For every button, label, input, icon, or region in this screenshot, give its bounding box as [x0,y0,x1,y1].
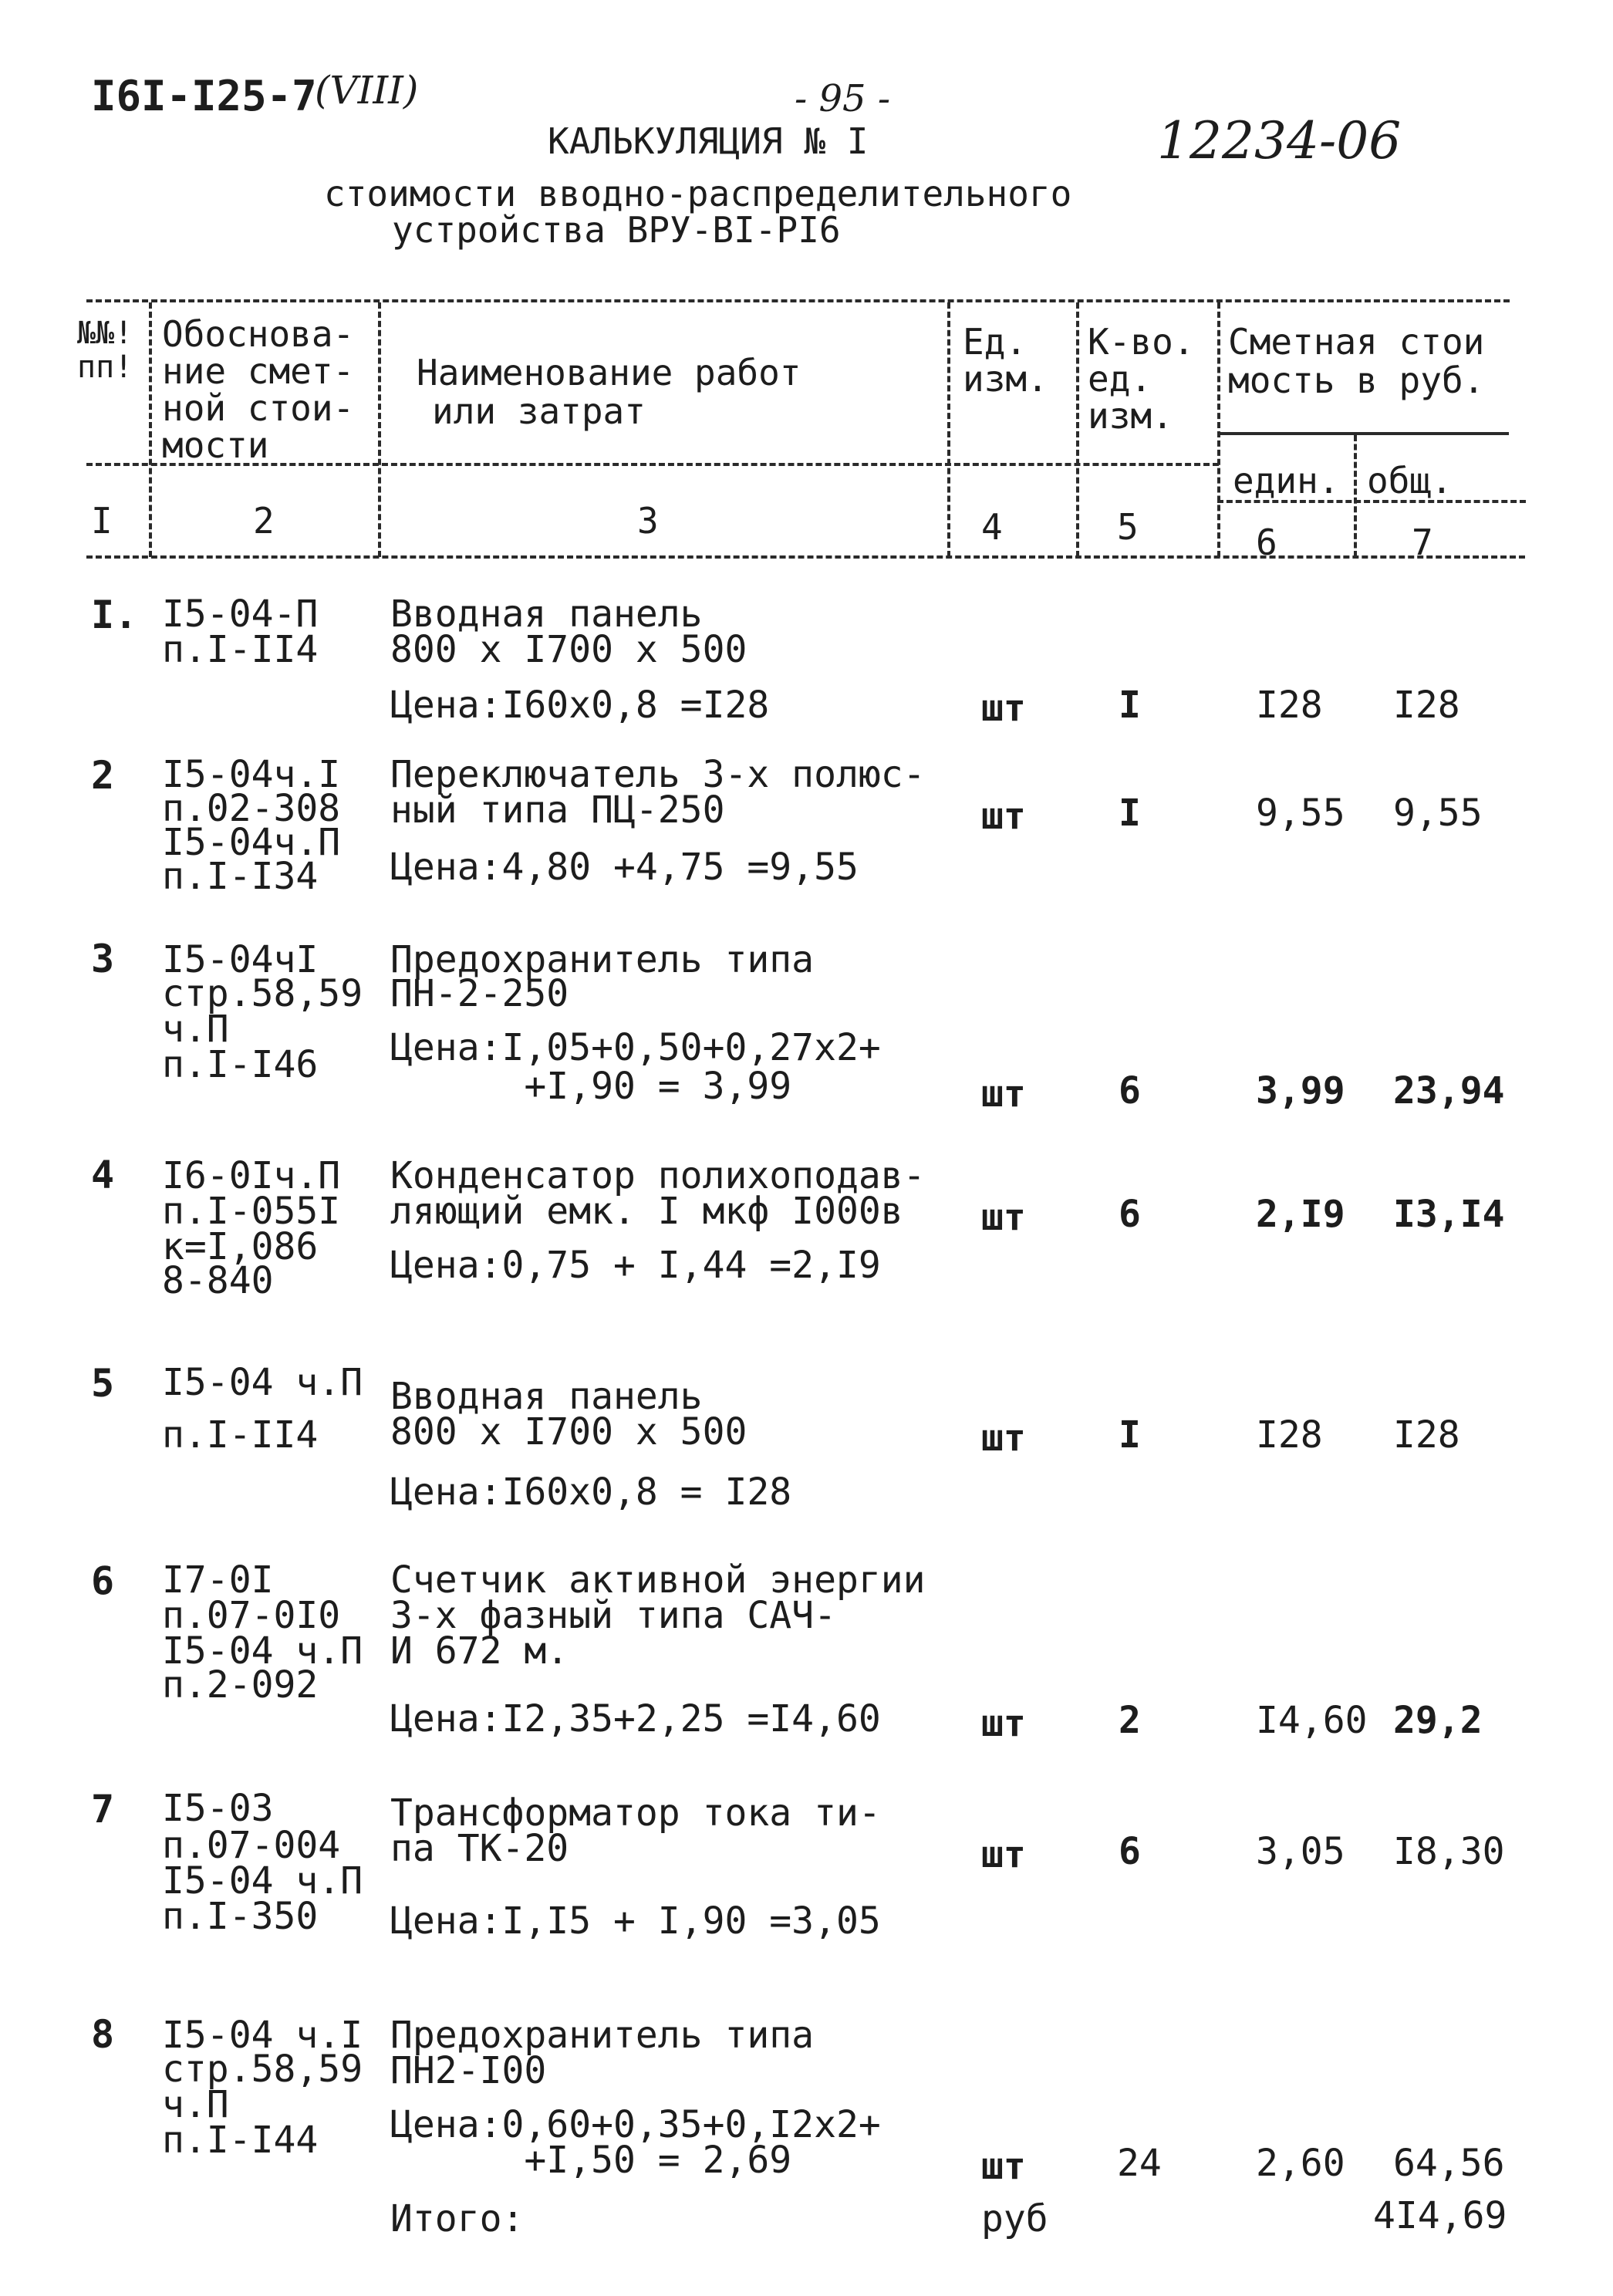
row-qty: I [1119,1413,1141,1457]
row-number: 6 [91,1558,115,1603]
col5-header-line2: ед. [1088,358,1152,400]
row-total: I28 [1393,1413,1460,1457]
row-name: па ТК-20 [390,1827,569,1870]
row-basis: п.I-I46 [162,1043,319,1086]
row-unit: шт [981,1416,1026,1460]
col-sep-4 [1076,302,1079,557]
row-basis: I5-04ч.I [162,753,341,796]
row-qty: 6 [1119,1193,1141,1236]
document-title: КАЛЬКУЛЯЦИЯ № I [548,120,869,162]
col1-header-line1: №№! [77,316,133,351]
archive-number: 12234-06 [1157,111,1402,171]
col-number-6: 6 [1256,522,1277,563]
row-basis: п.02-308 [162,787,341,830]
page-number: - 95 - [795,77,891,120]
row-price: Цена:I,I5 + I,90 =3,05 [390,1899,881,1943]
row-basis: I5-03 [162,1787,274,1830]
col5-header-line1: К-во. [1088,321,1195,363]
row-name: Переключатель 3-х полюс- [390,753,926,796]
row-total: 9,55 [1393,792,1483,835]
row-price: Цена:0,60+0,35+0,I2x2+ [390,2103,881,2146]
row-total: I8,30 [1393,1830,1505,1873]
col-number-1: I [91,500,113,542]
row-unit: шт [981,1072,1026,1116]
row-basis: I5-04-П [162,593,319,636]
row-name: Счетчик активной энергии [390,1558,926,1602]
row-price: Цена:4,80 +4,75 =9,55 [390,846,859,889]
col-sep-1 [149,302,152,557]
row-basis: п.I-II4 [162,1413,319,1457]
row-price: Цена:I2,35+2,25 =I4,60 [390,1697,881,1741]
row-total: I3,I4 [1393,1193,1505,1236]
row-unit-cost: I28 [1256,684,1323,727]
col4-header-line2: изм. [963,358,1048,400]
row-basis: I5-04чI [162,938,319,981]
row-total: 64,56 [1393,2142,1505,2185]
col-number-4: 4 [981,506,1003,548]
row-basis: I5-04ч.П [162,821,341,864]
total-unit: руб [981,2197,1048,2240]
row-name: Предохранитель типа [390,2014,815,2057]
col3-header-line1: Наименование работ [417,352,801,393]
grand-total: 4I4,69 [1373,2194,1507,2237]
row-name: 800 x I700 x 500 [390,628,747,671]
col-number-7: 7 [1412,522,1433,563]
row-name: 800 x I700 x 500 [390,1410,747,1454]
row-name: Конденсатор полихоподав- [390,1154,926,1197]
row-basis: п.07-004 [162,1824,341,1867]
row-basis: 8-840 [162,1259,274,1302]
row-number: 3 [91,937,115,981]
row-name: Трансформатор тока ти- [390,1791,881,1835]
row-basis: I5-04 ч.П [162,1859,363,1903]
col-sep-5 [1217,302,1220,557]
document-subtitle-line1: стоимости вводно-распределительного [324,173,1072,214]
cost-header-line1: Сметная стои [1228,321,1485,363]
row-basis: п.I-I44 [162,2119,319,2162]
document-subtitle-line2: устройства ВРУ-BI-PI6 [392,209,841,251]
row-price: +I,90 = 3,99 [390,1065,792,1108]
row-total: 23,94 [1393,1069,1505,1113]
col5-header-line3: изм. [1088,395,1173,437]
header-bottom-rule [86,555,1525,559]
unit-cost-header: един. [1233,460,1340,501]
row-basis: ч.П [162,1008,229,1051]
row-basis: I5-04 ч.П [162,1361,363,1404]
row-basis: п.I-II4 [162,628,319,671]
row-price: Цена:I60x0,8 =I28 [390,684,770,727]
row-unit-cost: 3,99 [1256,1069,1345,1113]
row-qty: 6 [1119,1069,1141,1113]
col2-header-line1: Обоснова- [162,313,355,355]
row-unit-cost: 2,I9 [1256,1193,1345,1236]
row-unit: шт [981,1833,1026,1876]
row-qty: I [1119,792,1141,835]
row-unit-cost: I4,60 [1256,1699,1368,1742]
row-number: 7 [91,1787,115,1832]
row-price: Цена:I,05+0,50+0,27x2+ [390,1026,881,1069]
row-basis: I5-04 ч.П [162,1629,363,1673]
col-sep-3 [947,302,950,557]
col4-header-line1: Ед. [963,321,1028,363]
row-total: I28 [1393,684,1460,727]
row-name: ПН2-I00 [390,2049,547,2092]
cost-header-line2: мость в руб. [1228,360,1485,401]
row-basis: к=I,086 [162,1225,319,1268]
col2-header-line3: ной стои- [162,387,355,429]
row-total: 29,2 [1393,1699,1483,1742]
row-number: 8 [91,2012,115,2057]
row-basis: стр.58,59 [162,972,363,1015]
row-name: Вводная панель [390,1375,703,1418]
doc-code: I6I-I25-7 [91,72,317,120]
row-name: ляющий емк. I мкф I000в [390,1190,903,1233]
row-name: Предохранитель типа [390,938,815,981]
row-basis: п.2-092 [162,1663,319,1707]
col2-header-line4: мости [162,424,269,466]
doc-code-note: (VIII) [315,68,419,113]
row-unit: шт [981,687,1026,730]
total-label: Итого: [390,2197,525,2240]
cost-group-rule [1217,432,1509,435]
row-qty: I [1119,684,1141,727]
row-unit: шт [981,795,1026,838]
row-qty: 6 [1119,1830,1141,1873]
col-number-3: 3 [637,500,659,542]
row-basis: I6-0Iч.П [162,1154,341,1197]
row-unit: шт [981,1196,1026,1239]
row-basis: п.I-I34 [162,855,319,898]
row-qty: 2 [1119,1699,1141,1742]
col-number-5: 5 [1117,506,1139,548]
table-top-rule [86,299,1510,302]
row-basis: п.07-0I0 [162,1594,341,1637]
row-price: Цена:I60x0,8 = I28 [390,1470,792,1514]
row-unit-cost: 9,55 [1256,792,1345,835]
row-number: 5 [91,1361,115,1406]
col1-header-line2: пп! [77,349,133,385]
row-number: 4 [91,1153,115,1197]
row-unit: шт [981,2145,1026,2188]
row-price: +I,50 = 2,69 [390,2139,792,2182]
row-name: Вводная панель [390,593,703,636]
col-sep-2 [378,302,381,557]
total-cost-header: общ. [1367,460,1453,501]
row-unit-cost: 3,05 [1256,1830,1345,1873]
col-sep-6 [1354,435,1357,557]
row-basis: п.I-055I [162,1190,341,1233]
row-price: Цена:0,75 + I,44 =2,I9 [390,1244,881,1287]
row-basis: стр.58,59 [162,2048,363,2091]
row-qty: 24 [1117,2142,1162,2185]
row-number: I. [91,593,138,637]
row-basis: I5-04 ч.I [162,2014,363,2057]
row-basis: п.I-350 [162,1895,319,1938]
col2-header-line2: ние смет- [162,350,355,392]
row-unit-cost: 2,60 [1256,2142,1345,2185]
row-basis: ч.П [162,2083,229,2126]
row-name: ПН-2-250 [390,972,569,1015]
col-number-2: 2 [253,500,275,542]
row-unit: шт [981,1702,1026,1745]
col3-header-line2: или затрат [432,390,646,432]
row-name: 3-х фазный типа САЧ- [390,1594,836,1637]
row-name: И 672 м. [390,1629,569,1673]
row-unit-cost: I28 [1256,1413,1323,1457]
row-basis: I7-0I [162,1558,274,1602]
row-number: 2 [91,753,115,798]
row-name: ный типа ПЦ-250 [390,788,725,832]
